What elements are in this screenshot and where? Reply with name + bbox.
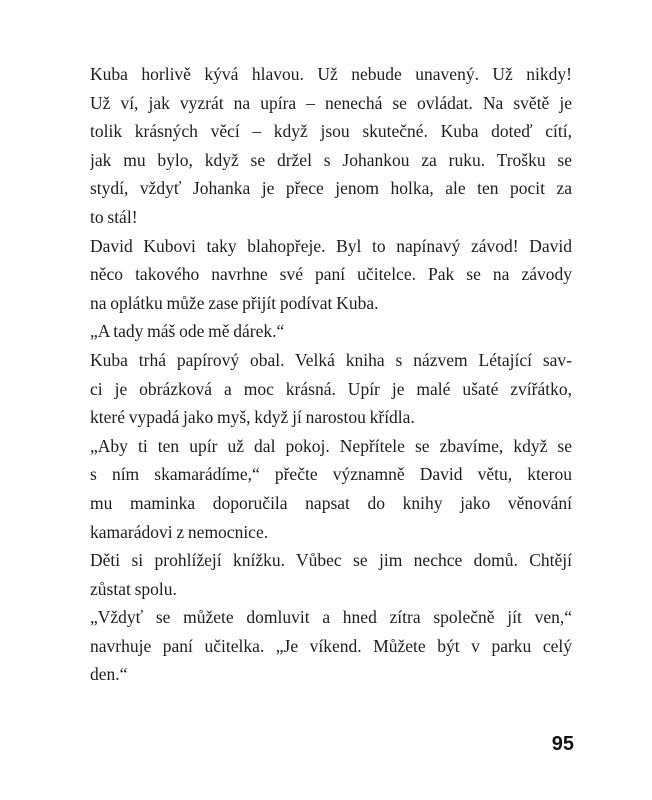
page-number: 95 [551,733,574,755]
text-line: mu maminka doporučila napsat do knihy jako věnování [90,492,572,513]
text-line: to stál! [90,206,138,227]
text-line: ci je obrázková a moc krásná. Upír je malé ušaté zvířátko, [90,378,572,399]
text-line: stydí, vždyť Johanka je přece jenom holka, ale ten pocit za [90,178,572,199]
text-line: „Vždyť se můžete domluvit a hned zítra společně jít ven,“ [90,607,572,628]
text-line: navrhuje paní učitelka. „Je víkend. Můžete být v parku celý [90,635,572,656]
text-line: „A tady máš ode mě dárek.“ [90,321,285,342]
text-line: zůstat spolu. [90,578,177,599]
text-line: s ním skamarádíme,“ přečte významně David větu, kterou [90,464,572,485]
text-line: David Kubovi taky blahopřeje. Byl to napínavý závod! David [90,235,572,256]
text-line: které vypadá jako myš, když jí narostou křídla. [90,407,415,428]
text-line: jak mu bylo, když se držel s Johankou za ruku. Trošku se [90,149,572,170]
text-line: něco takového navrhne své paní učitelce. Pak se na závody [90,264,572,285]
text-line: na oplátku může zase přijít podívat Kuba. [90,292,379,313]
page-text [90,60,572,689]
text-line: den.“ [90,664,128,685]
text-line: Kuba horlivě kývá hlavou. Už nebude unavený. Už nikdy! [90,64,572,84]
text-line: Děti si prohlížejí knížku. Vůbec se jim nechce domů. Chtějí [90,550,572,571]
text-line: kamarádovi z nemocnice. [90,521,269,542]
text-line: Už ví, jak vyzrát na upíra – nenechá se ovládat. Na světě je [90,92,572,113]
text-line: Kuba trhá papírový obal. Velká kniha s názvem Létající sav- [90,349,572,370]
text-line: tolik krásných věcí – když jsou skutečné. Kuba doteď cítí, [90,121,572,142]
text-line: „Aby ti ten upír už dal pokoj. Nepřítele se zbavíme, když se [90,435,572,456]
